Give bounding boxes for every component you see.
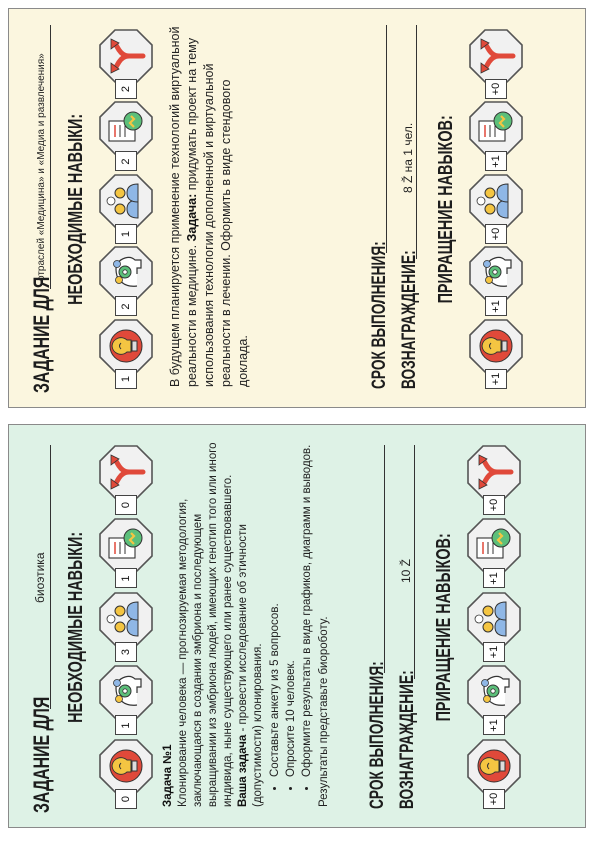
deadline-row (363, 25, 393, 393)
skill-2 (99, 247, 153, 317)
head-gears-icon (99, 247, 153, 301)
gain-1 (467, 739, 521, 809)
task-description: В будущем планируется применение технологий виртуальной реальности в медицине. Задача: придумать проект на тему использования технологии дополненной и виртуальной реальности в лечении. Оформить в виде стендового доклада. (168, 26, 250, 387)
task-for-label: ЗАДАНИЕ ДЛЯ (29, 696, 54, 813)
skill-gain-row (469, 25, 523, 393)
skill-5 (99, 445, 153, 515)
reward-line (414, 445, 415, 679)
gain-5 (469, 29, 523, 99)
gain-1 (469, 319, 523, 389)
head-gears-icon (467, 666, 521, 720)
skill-value: 1 (115, 224, 137, 244)
gain-2 (467, 666, 521, 736)
skill-value: 2 (115, 152, 137, 172)
checklist-handshake-icon (99, 102, 153, 156)
gain-5 (467, 445, 521, 515)
skill-gain-heading: ПРИРАЩЕНИЕ НАВЫКОВ: (433, 532, 455, 722)
list-item: • Оформите результаты в виде графиков, диаграмм и выводов. (300, 441, 315, 777)
gain-value: +1 (485, 152, 507, 172)
skill-gain-heading: ПРИРАЩЕНИЕ НАВЫКОВ: (435, 114, 457, 304)
skill-4 (99, 519, 153, 589)
gain-value: +0 (485, 224, 507, 244)
gain-value: +1 (483, 642, 505, 662)
task-for-line (50, 445, 51, 709)
split-arrows-icon (467, 445, 521, 499)
deadline-label: СРОК ВЫПОЛНЕНИЯ: (367, 661, 388, 809)
skill-value: 0 (115, 789, 137, 809)
task-steps (268, 441, 315, 807)
deadline-row (361, 441, 391, 813)
team-people-icon (99, 174, 153, 228)
skill-5 (99, 29, 153, 99)
reward-row (391, 441, 421, 813)
reward-value: 10 Ž (399, 558, 413, 583)
team-people-icon (467, 592, 521, 646)
required-skills-row (99, 25, 153, 393)
task-for-line (50, 25, 51, 289)
skill-4 (99, 102, 153, 172)
gain-3 (467, 592, 521, 662)
skill-3 (99, 174, 153, 244)
head-gears-icon (469, 247, 523, 301)
skill-gain-row (467, 441, 521, 813)
gain-2 (469, 247, 523, 317)
gain-value: +1 (483, 716, 505, 736)
reward-value: 8 Ž на 1 чел. (401, 122, 415, 193)
checklist-handshake-icon (469, 102, 523, 156)
deadline-line (386, 25, 387, 253)
results-note: Результаты представьте биороботу. (318, 616, 330, 807)
required-skills-heading: НЕОБХОДИМЫЕ НАВЫКИ: (65, 531, 87, 723)
list-item: • Составьте анкету из 5 вопросов. (268, 441, 283, 777)
task-for-row (21, 441, 55, 813)
deadline-line (384, 445, 385, 673)
your-task-label: Ваша задача (237, 734, 249, 807)
skill-2 (99, 666, 153, 736)
lightbulb-brain-icon (467, 739, 521, 793)
skill-3 (99, 592, 153, 662)
skill-1 (99, 739, 153, 809)
task-label: Задача: (185, 193, 199, 242)
task-for-value: биоэтика (33, 552, 47, 603)
checklist-handshake-icon (467, 519, 521, 573)
gain-value: +1 (485, 297, 507, 317)
lightbulb-brain-icon (99, 319, 153, 373)
reward-row (393, 25, 423, 393)
task-number: Задача №1 (162, 744, 174, 807)
gain-value: +0 (483, 495, 505, 515)
reward-label: ВОЗНАГРАЖДЕНИЕ: (397, 670, 418, 809)
split-arrows-icon (99, 445, 153, 499)
gain-value: +0 (485, 79, 507, 99)
task-for-label: ЗАДАНИЕ ДЛЯ (29, 276, 54, 393)
reward-label: ВОЗНАГРАЖДЕНИЕ: (399, 250, 420, 389)
checklist-handshake-icon (99, 519, 153, 573)
reward-line (416, 25, 417, 259)
skill-value: 1 (115, 369, 137, 389)
skill-value: 1 (115, 569, 137, 589)
gain-value: +1 (485, 369, 507, 389)
skill-1 (99, 319, 153, 389)
required-skills-row (99, 441, 153, 813)
task-description: Задача №1 Клонирование человека — прогнозируемая методология, заключающаяся в создании эмбриона и последующем выращивании из эмбриона людей, имеющих генотип того или иного индивида, ныне существующего или ранее существовавшего. Ваша задача - провести исследование об этичности (допустимости) клонирования. • Составьте анкету из 5 вопросов. • Опросите 10 человек. • Оформите результаты в виде графиков, диаграмм и выводов. Результаты представьте биороботу. (161, 441, 361, 813)
skill-value: 2 (115, 79, 137, 99)
task-body: Клонирование человека — прогнозируемая методология, заключающаяся в создании эмбриона и последующем выращивании из эмбриона людей, имеющих генотип того или иного индивида, ныне существующего или ранее существовавшего. (177, 442, 234, 807)
skill-value: 2 (115, 297, 137, 317)
skill-value: 0 (115, 495, 137, 515)
task-card-top (8, 8, 586, 408)
list-item: • Опросите 10 человек. (284, 441, 299, 777)
team-people-icon (99, 592, 153, 646)
lightbulb-brain-icon (469, 319, 523, 373)
lightbulb-brain-icon (99, 739, 153, 793)
gain-3 (469, 174, 523, 244)
task-for-row (21, 25, 55, 393)
team-people-icon (469, 174, 523, 228)
gain-4 (469, 102, 523, 172)
task-card-bottom (8, 424, 586, 828)
gain-value: +1 (483, 569, 505, 589)
required-skills-heading: НЕОБХОДИМЫЕ НАВЫКИ: (65, 113, 87, 305)
gain-4 (467, 519, 521, 589)
head-gears-icon (99, 666, 153, 720)
deadline-label: СРОК ВЫПОЛНЕНИЯ: (369, 241, 390, 389)
split-arrows-icon (99, 29, 153, 83)
skill-value: 1 (115, 716, 137, 736)
gain-value: +0 (483, 789, 505, 809)
skill-value: 3 (115, 642, 137, 662)
split-arrows-icon (469, 29, 523, 83)
task-for-value: отраслей «Медицина» и «Медиа и развлечения» (36, 53, 47, 281)
